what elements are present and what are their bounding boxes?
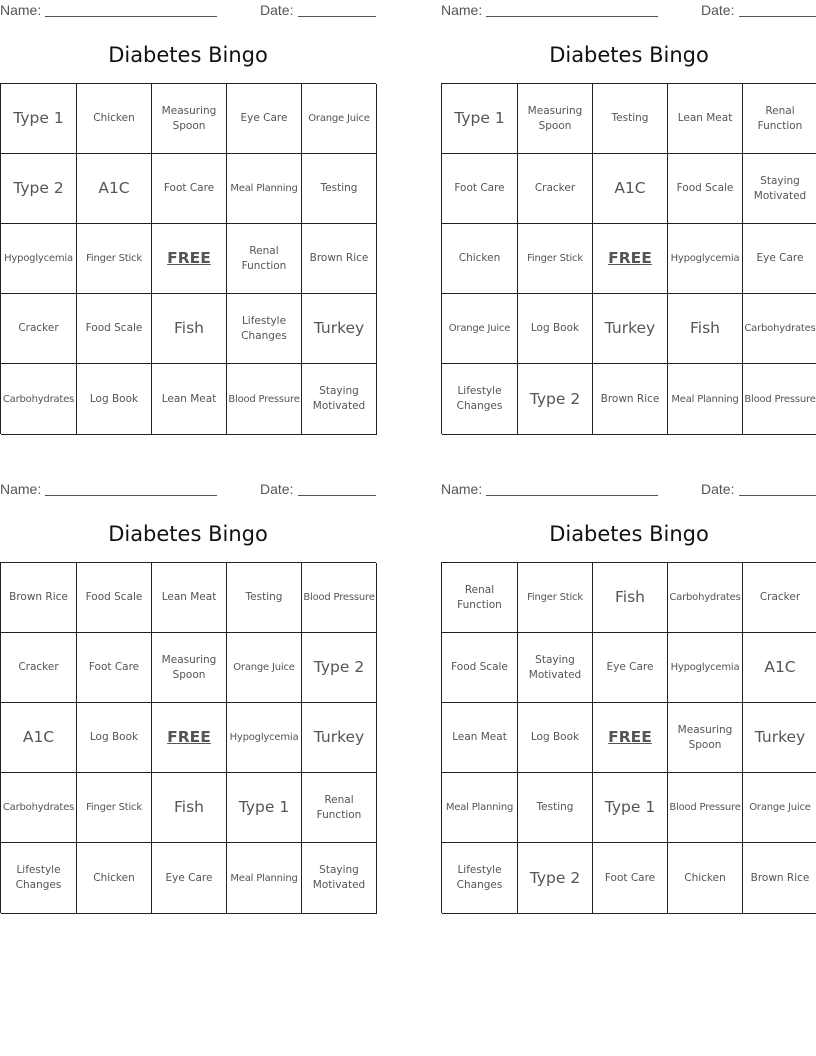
bingo-cell: Foot Care (77, 633, 152, 703)
bingo-grid (0, 83, 376, 434)
bingo-cell: Measuring Spoon (152, 84, 227, 154)
bingo-cell: Food Scale (668, 154, 743, 224)
bingo-cell: Testing (518, 773, 593, 843)
free-space-cell: FREE (152, 703, 227, 773)
bingo-cell: Meal Planning (442, 773, 518, 843)
name-label: Name: (441, 2, 483, 18)
bingo-cell: Blood Pressure (302, 563, 377, 633)
card-title: Diabetes Bingo (549, 43, 709, 67)
bingo-cell: Lean Meat (152, 563, 227, 633)
bingo-cell: A1C (743, 633, 816, 703)
bingo-cell: Type 1 (442, 84, 518, 154)
bingo-cell: Turkey (593, 294, 668, 364)
bingo-cell: Staying Motivated (518, 633, 593, 703)
name-label: Name: (0, 2, 42, 18)
name-date-row (0, 2, 376, 20)
bingo-cell: Finger Stick (77, 224, 152, 294)
bingo-cell: Turkey (302, 703, 377, 773)
bingo-cell: Lifestyle Changes (442, 364, 518, 435)
bingo-cell: Foot Care (593, 843, 668, 914)
bingo-cell: Lifestyle Changes (1, 843, 77, 914)
bingo-cell: A1C (1, 703, 77, 773)
bingo-cell: Testing (302, 154, 377, 224)
bingo-cell: Foot Care (152, 154, 227, 224)
bingo-cell: Testing (227, 563, 302, 633)
name-blank-line (486, 495, 658, 496)
bingo-cell: Type 2 (518, 364, 593, 435)
bingo-cell: Blood Pressure (743, 364, 816, 435)
date-blank-line (739, 16, 816, 17)
bingo-cell: Staying Motivated (302, 364, 377, 435)
bingo-cell: Meal Planning (227, 154, 302, 224)
bingo-cell: Log Book (77, 364, 152, 435)
bingo-cell: Fish (152, 773, 227, 843)
bingo-cell: Chicken (442, 224, 518, 294)
name-blank-line (45, 495, 217, 496)
bingo-cell: Measuring Spoon (152, 633, 227, 703)
bingo-cell: Blood Pressure (227, 364, 302, 435)
bingo-grid (441, 83, 816, 434)
bingo-cell: Brown Rice (593, 364, 668, 435)
bingo-cell: Type 2 (302, 633, 377, 703)
name-label: Name: (0, 481, 42, 497)
date-blank-line (298, 495, 376, 496)
bingo-cell: Food Scale (77, 563, 152, 633)
bingo-cell: A1C (77, 154, 152, 224)
bingo-cell: Orange Juice (743, 773, 816, 843)
date-label: Date: (260, 2, 294, 18)
bingo-cell: Carbohydrates (1, 773, 77, 843)
name-date-row (441, 481, 816, 499)
bingo-cell: Food Scale (77, 294, 152, 364)
bingo-cell: Food Scale (442, 633, 518, 703)
bingo-cell: Cracker (1, 294, 77, 364)
bingo-cell: Blood Pressure (668, 773, 743, 843)
bingo-cell: Finger Stick (77, 773, 152, 843)
bingo-cell: Chicken (77, 84, 152, 154)
name-label: Name: (441, 481, 483, 497)
bingo-cell: A1C (593, 154, 668, 224)
name-date-row (0, 481, 376, 499)
card-title: Diabetes Bingo (549, 522, 709, 546)
card-title: Diabetes Bingo (108, 43, 268, 67)
bingo-cell: Carbohydrates (668, 563, 743, 633)
bingo-cell: Finger Stick (518, 224, 593, 294)
bingo-cell: Orange Juice (227, 633, 302, 703)
bingo-cell: Type 2 (1, 154, 77, 224)
bingo-cell: Type 1 (227, 773, 302, 843)
free-space-cell: FREE (593, 224, 668, 294)
bingo-cell: Cracker (1, 633, 77, 703)
bingo-cell: Staying Motivated (302, 843, 377, 914)
bingo-cell: Turkey (743, 703, 816, 773)
bingo-cell: Hypoglycemia (668, 224, 743, 294)
bingo-cell: Eye Care (152, 843, 227, 914)
name-blank-line (486, 16, 658, 17)
bingo-cell: Hypoglycemia (668, 633, 743, 703)
bingo-cell: Measuring Spoon (668, 703, 743, 773)
bingo-cell: Lifestyle Changes (227, 294, 302, 364)
date-label: Date: (701, 481, 735, 497)
bingo-cell: Carbohydrates (743, 294, 816, 364)
bingo-cell: Hypoglycemia (1, 224, 77, 294)
bingo-cell: Cracker (743, 563, 816, 633)
bingo-cell: Lean Meat (152, 364, 227, 435)
bingo-cell: Measuring Spoon (518, 84, 593, 154)
name-blank-line (45, 16, 217, 17)
bingo-cell: Chicken (77, 843, 152, 914)
bingo-cell: Carbohydrates (1, 364, 77, 435)
bingo-cell: Foot Care (442, 154, 518, 224)
date-label: Date: (701, 2, 735, 18)
bingo-cell: Type 1 (1, 84, 77, 154)
bingo-cell: Orange Juice (442, 294, 518, 364)
bingo-cell: Renal Function (302, 773, 377, 843)
bingo-cell: Cracker (518, 154, 593, 224)
bingo-grid (0, 562, 376, 913)
bingo-cell: Renal Function (227, 224, 302, 294)
bingo-cell: Renal Function (743, 84, 816, 154)
bingo-cell: Lean Meat (442, 703, 518, 773)
bingo-cell: Turkey (302, 294, 377, 364)
bingo-cell: Eye Care (743, 224, 816, 294)
bingo-cell: Finger Stick (518, 563, 593, 633)
date-blank-line (298, 16, 376, 17)
bingo-cell: Type 2 (518, 843, 593, 914)
bingo-cell: Chicken (668, 843, 743, 914)
bingo-cell: Staying Motivated (743, 154, 816, 224)
bingo-cell: Orange Juice (302, 84, 377, 154)
bingo-cell: Brown Rice (743, 843, 816, 914)
bingo-cell: Lean Meat (668, 84, 743, 154)
bingo-cell: Fish (593, 563, 668, 633)
bingo-cell: Log Book (518, 703, 593, 773)
bingo-cell: Fish (668, 294, 743, 364)
bingo-cell: Log Book (518, 294, 593, 364)
bingo-cell: Testing (593, 84, 668, 154)
free-space-cell: FREE (152, 224, 227, 294)
bingo-cell: Meal Planning (227, 843, 302, 914)
bingo-cell: Brown Rice (1, 563, 77, 633)
date-blank-line (739, 495, 816, 496)
bingo-cell: Fish (152, 294, 227, 364)
bingo-cell: Eye Care (593, 633, 668, 703)
bingo-cell: Lifestyle Changes (442, 843, 518, 914)
date-label: Date: (260, 481, 294, 497)
bingo-cell: Brown Rice (302, 224, 377, 294)
card-title: Diabetes Bingo (108, 522, 268, 546)
bingo-cell: Renal Function (442, 563, 518, 633)
bingo-grid (441, 562, 816, 913)
bingo-cell: Hypoglycemia (227, 703, 302, 773)
bingo-cell: Type 1 (593, 773, 668, 843)
bingo-cell: Log Book (77, 703, 152, 773)
bingo-cell: Eye Care (227, 84, 302, 154)
free-space-cell: FREE (593, 703, 668, 773)
name-date-row (441, 2, 816, 20)
bingo-cell: Meal Planning (668, 364, 743, 435)
